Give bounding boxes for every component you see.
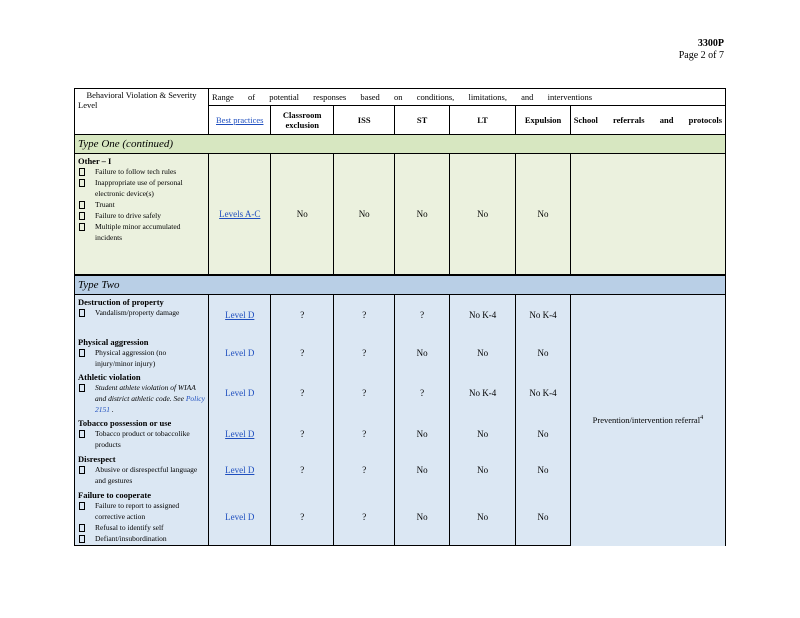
value-cell: No <box>449 154 516 276</box>
table-row <box>75 488 209 546</box>
best-practice-text: Level D <box>209 370 271 416</box>
category-title: Failure to cooperate <box>78 490 152 500</box>
list-item: Physical aggression (no injury/minor injury) <box>78 347 205 369</box>
list-item: Failure to report to assigned corrective action <box>78 500 205 522</box>
value-cell: ? <box>271 452 333 488</box>
value-cell: No <box>449 452 516 488</box>
referral-text: Prevention/intervention referral <box>592 415 701 426</box>
list-item: Truant <box>78 199 205 210</box>
type-one-header: Type One (continued) <box>75 135 726 154</box>
value-cell: No <box>516 335 570 370</box>
violation-list <box>78 166 205 243</box>
value-cell: No <box>395 154 449 276</box>
list-item: Vandalism/property damage <box>78 307 205 318</box>
referral-footnote: 4 <box>700 415 704 422</box>
col-best-practices[interactable]: Best practices <box>209 106 271 135</box>
value-cell: No <box>271 154 333 276</box>
value-cell: No <box>395 452 449 488</box>
table-row <box>75 370 209 416</box>
best-practice-text: Level D <box>209 488 271 546</box>
list-item: Failure to drive safely <box>78 210 205 221</box>
violation-response-table <box>74 88 726 546</box>
page-number: Page 2 of 7 <box>678 50 724 61</box>
referral-cell <box>570 154 725 276</box>
list-item: Refusal to identify self <box>78 522 205 533</box>
table-row <box>75 335 209 370</box>
value-cell: No K-4 <box>516 295 570 336</box>
value-cell: No <box>333 154 394 276</box>
value-cell: ? <box>395 370 449 416</box>
table-row <box>75 295 209 336</box>
list-item: Abusive or disrespectful language and gestures <box>78 464 205 486</box>
range-header: Range of potential responses based on conditions, limitations, and interventions <box>209 89 726 106</box>
best-practice-link[interactable]: Level D <box>209 452 271 488</box>
value-cell: No <box>395 416 449 452</box>
value-cell: ? <box>333 452 394 488</box>
category-title: Other – I <box>78 156 112 166</box>
value-cell: No K-4 <box>449 370 516 416</box>
value-cell: ? <box>271 416 333 452</box>
value-cell: No K-4 <box>516 370 570 416</box>
best-practice-text: Level D <box>209 335 271 370</box>
category-title: Athletic violation <box>78 372 141 382</box>
value-cell: No <box>449 416 516 452</box>
category-title: Physical aggression <box>78 337 149 347</box>
category-title: Destruction of property <box>78 297 164 307</box>
value-cell: No <box>516 488 570 546</box>
list-item: Student athlete violation of WIAA and district athletic code. See Policy 2151 . <box>78 382 205 415</box>
list-item: Failure to follow tech rules <box>78 166 205 177</box>
value-cell: ? <box>271 295 333 336</box>
value-cell: ? <box>333 416 394 452</box>
value-cell: ? <box>333 335 394 370</box>
value-cell: ? <box>333 488 394 546</box>
list-item: Inappropriate use of personal electronic device(s) <box>78 177 205 199</box>
category-title: Tobacco possession or use <box>78 418 172 428</box>
policy-link[interactable]: Policy 2151 <box>95 394 205 414</box>
col1-header: Behavioral Violation & Severity Level <box>75 89 209 135</box>
list-item: Tobacco product or tobaccolike products <box>78 428 205 450</box>
value-cell: No <box>449 488 516 546</box>
value-cell: No <box>516 416 570 452</box>
value-cell: ? <box>271 370 333 416</box>
policy-code: 3300P <box>697 38 724 49</box>
col-expulsion: Expulsion <box>516 106 570 135</box>
type-one-cell <box>75 154 209 276</box>
referral-cell <box>570 295 725 546</box>
col-st: ST <box>395 106 449 135</box>
table-row <box>75 416 209 452</box>
value-cell: No K-4 <box>449 295 516 336</box>
page-header <box>679 38 724 62</box>
value-cell: No <box>395 335 449 370</box>
best-practice-link[interactable]: Levels A-C <box>209 154 271 276</box>
value-cell: ? <box>395 295 449 336</box>
col-school-referrals: School referrals and protocols <box>570 106 725 135</box>
col-classroom-exclusion: Classroom exclusion <box>271 106 333 135</box>
category-title: Disrespect <box>78 454 116 464</box>
value-cell: ? <box>333 295 394 336</box>
value-cell: ? <box>271 488 333 546</box>
list-item: Defiant/insubordination <box>78 533 205 544</box>
type-two-header: Type Two <box>75 275 726 295</box>
value-cell: No <box>449 335 516 370</box>
value-cell: ? <box>271 335 333 370</box>
col-lt: LT <box>449 106 516 135</box>
table-row <box>75 452 209 488</box>
value-cell: No <box>395 488 449 546</box>
best-practice-link[interactable]: Level D <box>209 416 271 452</box>
value-cell: No <box>516 154 570 276</box>
list-item: Multiple minor accumulated incidents <box>78 221 205 243</box>
value-cell: ? <box>333 370 394 416</box>
best-practice-link[interactable]: Level D <box>209 295 271 336</box>
col-iss: ISS <box>333 106 394 135</box>
value-cell: No <box>516 452 570 488</box>
